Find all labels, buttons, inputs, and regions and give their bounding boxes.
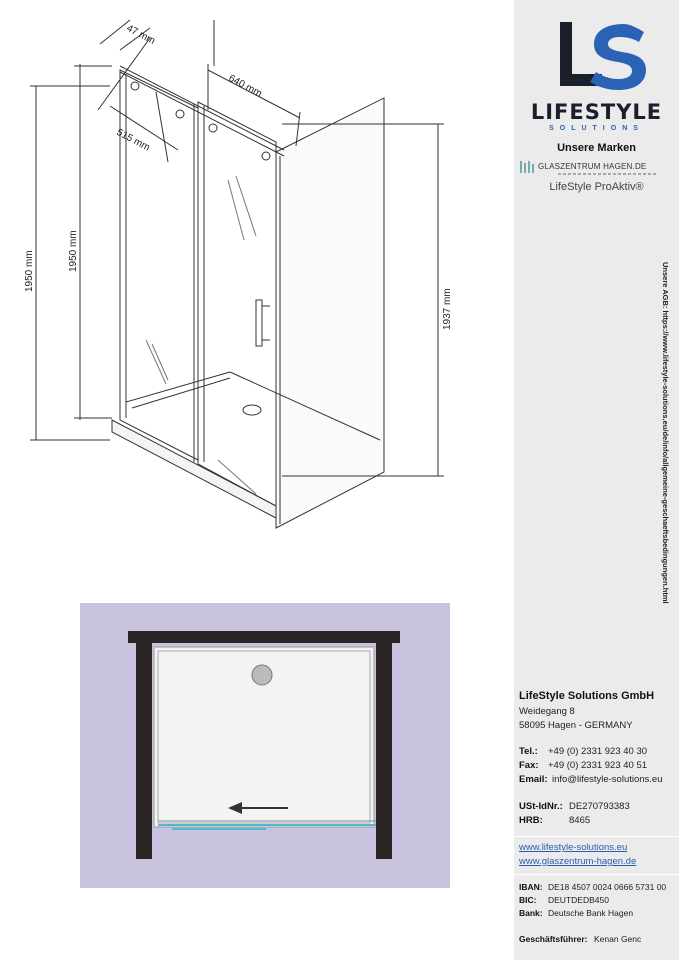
fixed-glass-panel	[120, 70, 198, 460]
shower-perspective-drawing	[0, 0, 514, 560]
bank-value: Deutsche Bank Hagen	[548, 908, 634, 918]
drain-circle	[252, 665, 272, 685]
wall-right	[376, 643, 392, 859]
side-panel	[276, 98, 384, 528]
bic-label: BIC:	[519, 895, 537, 905]
fax-label: Fax:	[519, 760, 539, 771]
agb-vertical-text	[654, 262, 674, 602]
website-link-lifestyle[interactable]: www.lifestyle-solutions.eu	[519, 842, 628, 853]
brand-glaszentrum-underline	[558, 173, 658, 175]
ceo-value: Kenan Genc	[594, 934, 642, 944]
company-logo	[514, 16, 679, 132]
wall-top	[128, 631, 400, 643]
vat-value: DE270793383	[569, 801, 630, 812]
separator	[514, 874, 679, 875]
email-label: Email:	[519, 774, 548, 785]
address-street: Weidegang 8	[519, 706, 575, 717]
dim-47: 47 mm	[124, 22, 157, 47]
brands-title: Unsere Marken	[557, 142, 636, 154]
brand-proaktiv: LifeStyle ProAktiv®	[549, 181, 644, 193]
brand-glaszentrum: GLASZENTRUM HAGEN.DE	[538, 162, 647, 171]
address-city: 58095 Hagen - GERMANY	[519, 720, 633, 731]
glaszentrum-logo-icon	[520, 161, 536, 173]
iban-value: DE18 4507 0024 0666 5731 00	[548, 882, 667, 892]
dim-515: 515 mm	[114, 126, 152, 154]
dim-640: 640 mm	[226, 72, 264, 100]
email-value[interactable]: info@lifestyle-solutions.eu	[552, 774, 663, 785]
company-name: LifeStyle Solutions GmbH	[519, 690, 655, 702]
sliding-glass-panel	[198, 102, 276, 506]
plan-view-drawing	[80, 603, 450, 888]
dim-1950-outer: 1950 mm	[24, 250, 35, 292]
fax-value: +49 (0) 2331 923 40 51	[548, 760, 648, 771]
vat-label: USt-IdNr.:	[519, 801, 563, 812]
top-rail	[120, 66, 284, 150]
dim-1937: 1937 mm	[442, 288, 453, 330]
separator	[514, 836, 679, 837]
drain	[243, 405, 261, 415]
iban-label: IBAN:	[519, 882, 543, 892]
hrb-value: 8465	[569, 815, 591, 826]
dim-1950-inner: 1950 mm	[68, 230, 79, 272]
tel-value: +49 (0) 2331 923 40 30	[548, 746, 648, 757]
door-handle	[256, 300, 262, 346]
tel-label: Tel.:	[519, 746, 538, 757]
sidebar	[514, 0, 679, 960]
agb-link[interactable]: Unsere AGB: https://www.lifestyle-solutions.eu/de/info/allgemeine-geschaeftsbedingungen.html	[661, 262, 670, 604]
wall-left	[136, 643, 152, 859]
bic-value: DEUTDEDB450	[548, 895, 609, 905]
logo-wordmark: LIFESTYLE	[530, 100, 663, 124]
hrb-label: HRB:	[519, 815, 543, 826]
website-link-glaszentrum[interactable]: www.glaszentrum-hagen.de	[519, 856, 637, 867]
ceo-label: Geschäftsführer:	[519, 934, 588, 944]
logo-mark-icon	[514, 20, 679, 92]
logo-subtitle: SOLUTIONS	[549, 125, 644, 132]
bank-label: Bank:	[519, 908, 543, 918]
